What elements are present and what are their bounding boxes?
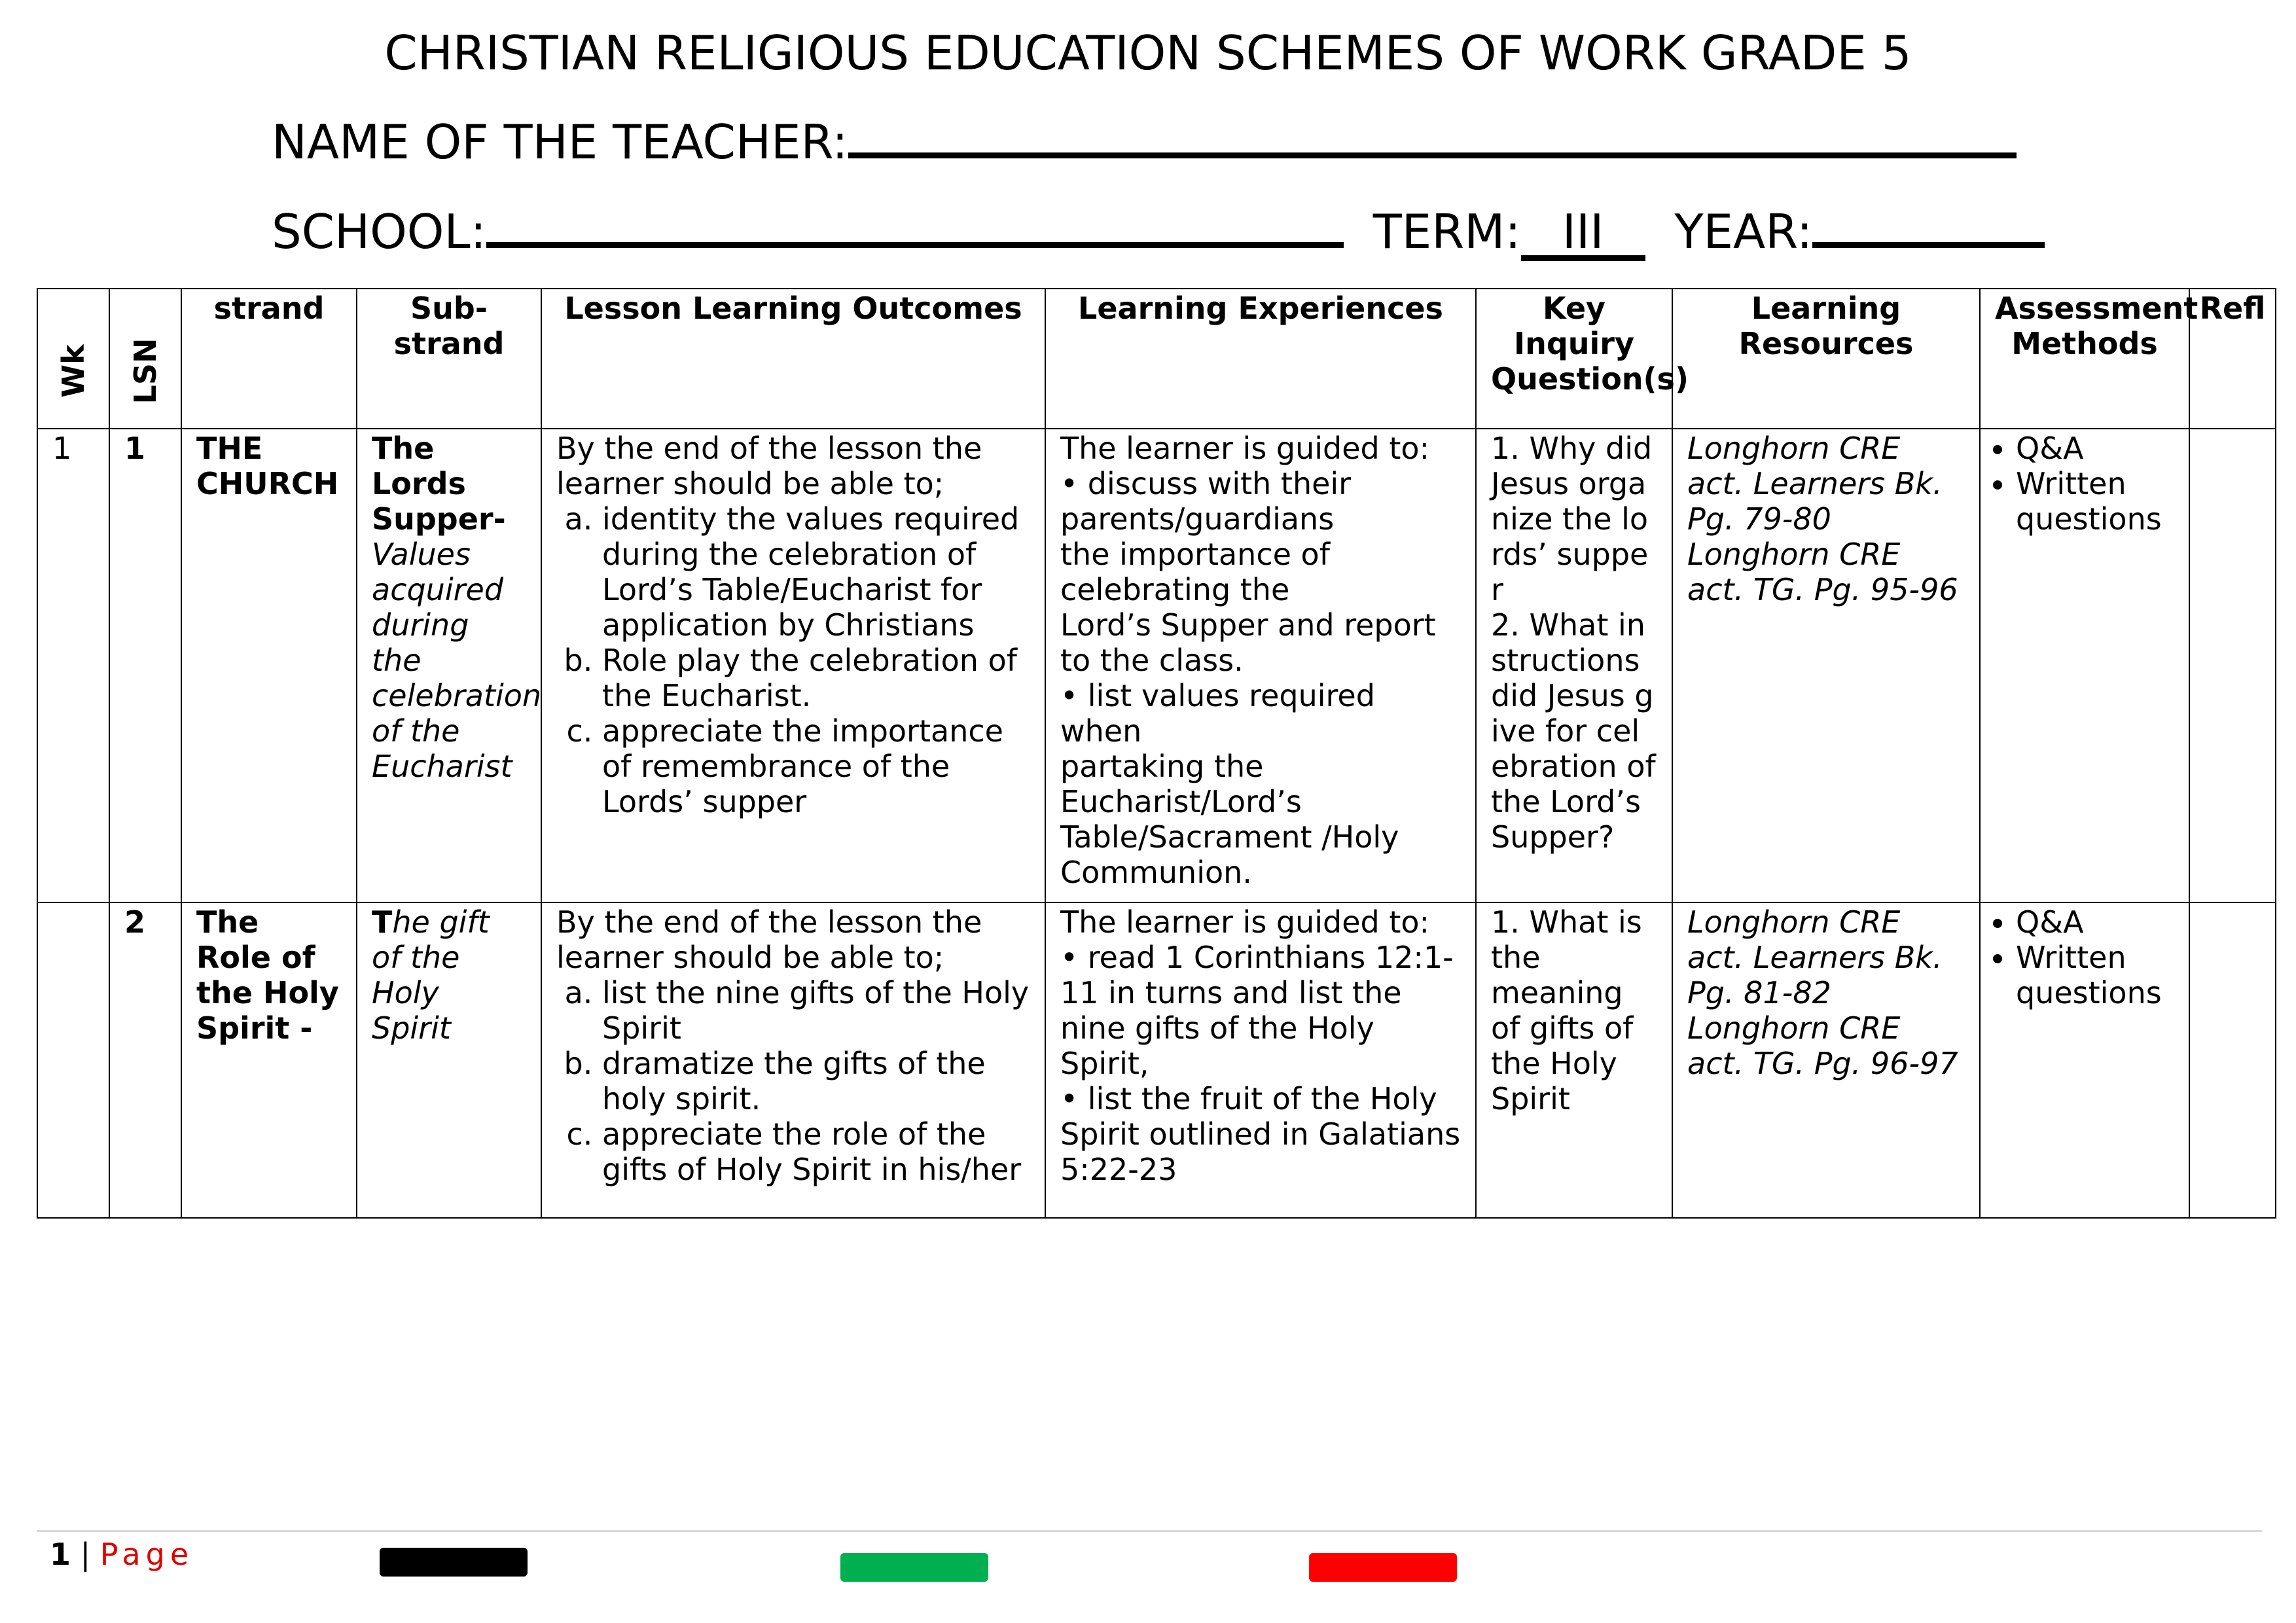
cell-assessment <box>1980 429 2189 902</box>
cell-outcomes <box>541 902 1045 1218</box>
cell-wk: 1 <box>37 429 109 902</box>
header-wk: Wk <box>37 289 109 429</box>
header-assessment-methods: Assessment Methods <box>1980 289 2189 429</box>
footer-divider <box>37 1530 2262 1532</box>
header-learning-resources: Learning Resources <box>1672 289 1980 429</box>
cell-wk <box>37 902 109 1218</box>
list-item: • Q&A <box>2016 431 2174 466</box>
cell-resources <box>1672 429 1980 902</box>
list-item: 1. What is the meaning of gifts of the Holy Spirit <box>1491 904 1642 1116</box>
cell-sub-strand <box>357 429 541 902</box>
list-item: 2. What instructions did Jesus give for celebration of the Lord’s Supper? <box>1491 607 1656 855</box>
cell-experiences <box>1045 902 1476 1218</box>
list-item: • list values required when <box>1060 678 1375 749</box>
cell-reflection[interactable] <box>2189 429 2276 902</box>
page-separator: | <box>80 1537 91 1572</box>
cell-lsn: 2 <box>109 902 181 1218</box>
page-footer <box>50 1537 194 1572</box>
table-row <box>37 902 2276 1218</box>
header-learning-experiences: Learning Experiences <box>1045 289 1476 429</box>
list-item: Longhorn CRE act. TG. Pg. 95-96 <box>1687 537 1958 607</box>
list-item: a. identity the values required during the celebration of Lord’s Table/Eucharist for application by Christians <box>602 501 1030 643</box>
black-color-bar <box>380 1548 528 1577</box>
list-item: partaking the Eucharist/Lord’s Table/Sacrament /Holy Communion. <box>1060 749 1399 890</box>
list-item: Longhorn CRE act. Learners Bk. Pg. 81-82 <box>1687 904 1943 1010</box>
cell-inquiry <box>1476 429 1672 902</box>
green-color-bar <box>840 1553 988 1582</box>
term-value[interactable]: III <box>1521 208 1645 261</box>
list-item: • Q&A <box>2016 904 2174 940</box>
document-title: CHRISTIAN RELIGIOUS EDUCATION SCHEMES OF WORK GRADE 5 <box>384 26 1912 80</box>
list-item: Longhorn CRE act. Learners Bk. Pg. 79-80 <box>1687 431 1943 537</box>
sub-strand-title: The Lords Supper- <box>372 431 506 537</box>
cell-resources <box>1672 902 1980 1218</box>
list-item: c. appreciate the role of the gifts of Holy Spirit in his/her <box>602 1116 1030 1187</box>
outcomes-list <box>556 975 1030 1187</box>
list-item: 1. Why did Jesus organize the lords’ supper <box>1491 431 1653 607</box>
list-item: • Written questions <box>2016 466 2174 537</box>
teacher-name-blank[interactable] <box>848 115 2017 158</box>
list-item: Longhorn CRE act. TG. Pg. 96-97 <box>1687 1010 1958 1081</box>
table-row <box>37 429 2276 902</box>
teacher-label: NAME OF THE TEACHER: <box>272 115 848 169</box>
list-item: • Written questions <box>2016 940 2174 1010</box>
cell-inquiry <box>1476 902 1672 1218</box>
sub-strand-title: T <box>372 904 393 940</box>
schemes-of-work-table <box>37 288 2276 1219</box>
list-item: • read 1 Corinthians 12:1-11 in turns and list the nine gifts of the Holy Spirit, <box>1060 940 1454 1081</box>
red-color-bar <box>1309 1553 1457 1582</box>
sub-strand-detail: he gift of the Holy Spirit <box>372 904 490 1046</box>
outcomes-list <box>556 501 1030 819</box>
list-item: the importance of celebrating the <box>1060 537 1330 607</box>
list-item: The learner is guided to: <box>1060 431 1430 466</box>
list-item: b. dramatize the gifts of the holy spirit. <box>602 1046 1030 1116</box>
outcomes-intro: By the end of the lesson the learner should be able to; <box>556 431 982 501</box>
list-item: Lord’s Supper and report to the class. <box>1060 607 1436 678</box>
cell-reflection[interactable] <box>2189 902 2276 1218</box>
page-number: 1 <box>50 1537 71 1572</box>
list-item: b. Role play the celebration of the Eucharist. <box>602 643 1030 713</box>
table-header-row <box>37 289 2276 429</box>
cell-experiences <box>1045 429 1476 902</box>
outcomes-intro: By the end of the lesson the learner should be able to; <box>556 904 982 975</box>
header-strand: strand <box>181 289 357 429</box>
header-sub-strand: Sub-strand <box>357 289 541 429</box>
list-item: The learner is guided to: <box>1060 904 1430 940</box>
year-label: YEAR: <box>1674 204 1813 259</box>
list-item: c. appreciate the importance of remembrance of the Lords’ supper <box>602 713 1030 819</box>
list-item: • list the fruit of the Holy Spirit outlined in Galatians 5:22-23 <box>1060 1081 1461 1187</box>
list-item: • discuss with their parents/guardians <box>1060 466 1352 537</box>
header-key-inquiry: Key Inquiry Question(s) <box>1476 289 1672 429</box>
term-label: TERM: <box>1372 204 1521 259</box>
cell-strand: THE CHURCH <box>181 429 357 902</box>
cell-lsn: 1 <box>109 429 181 902</box>
school-label: SCHOOL: <box>272 204 486 259</box>
list-item: a. list the nine gifts of the Holy Spirit <box>602 975 1030 1046</box>
assessment-list <box>1995 431 2174 537</box>
school-term-year-line <box>272 204 2045 261</box>
school-blank[interactable] <box>486 204 1344 248</box>
cell-sub-strand <box>357 902 541 1218</box>
page-word: Page <box>99 1537 194 1572</box>
year-blank[interactable] <box>1812 204 2045 248</box>
header-reflection: Refl <box>2189 289 2276 429</box>
cell-assessment <box>1980 902 2189 1218</box>
header-lsn: LSN <box>109 289 181 429</box>
sub-strand-detail: Values acquired during the celebration of the Eucharist <box>372 537 542 784</box>
cell-strand: The Role of the Holy Spirit - <box>181 902 357 1218</box>
teacher-name-line <box>272 115 2017 169</box>
cell-outcomes <box>541 429 1045 902</box>
header-learning-outcomes: Lesson Learning Outcomes <box>541 289 1045 429</box>
assessment-list <box>1995 904 2174 1010</box>
